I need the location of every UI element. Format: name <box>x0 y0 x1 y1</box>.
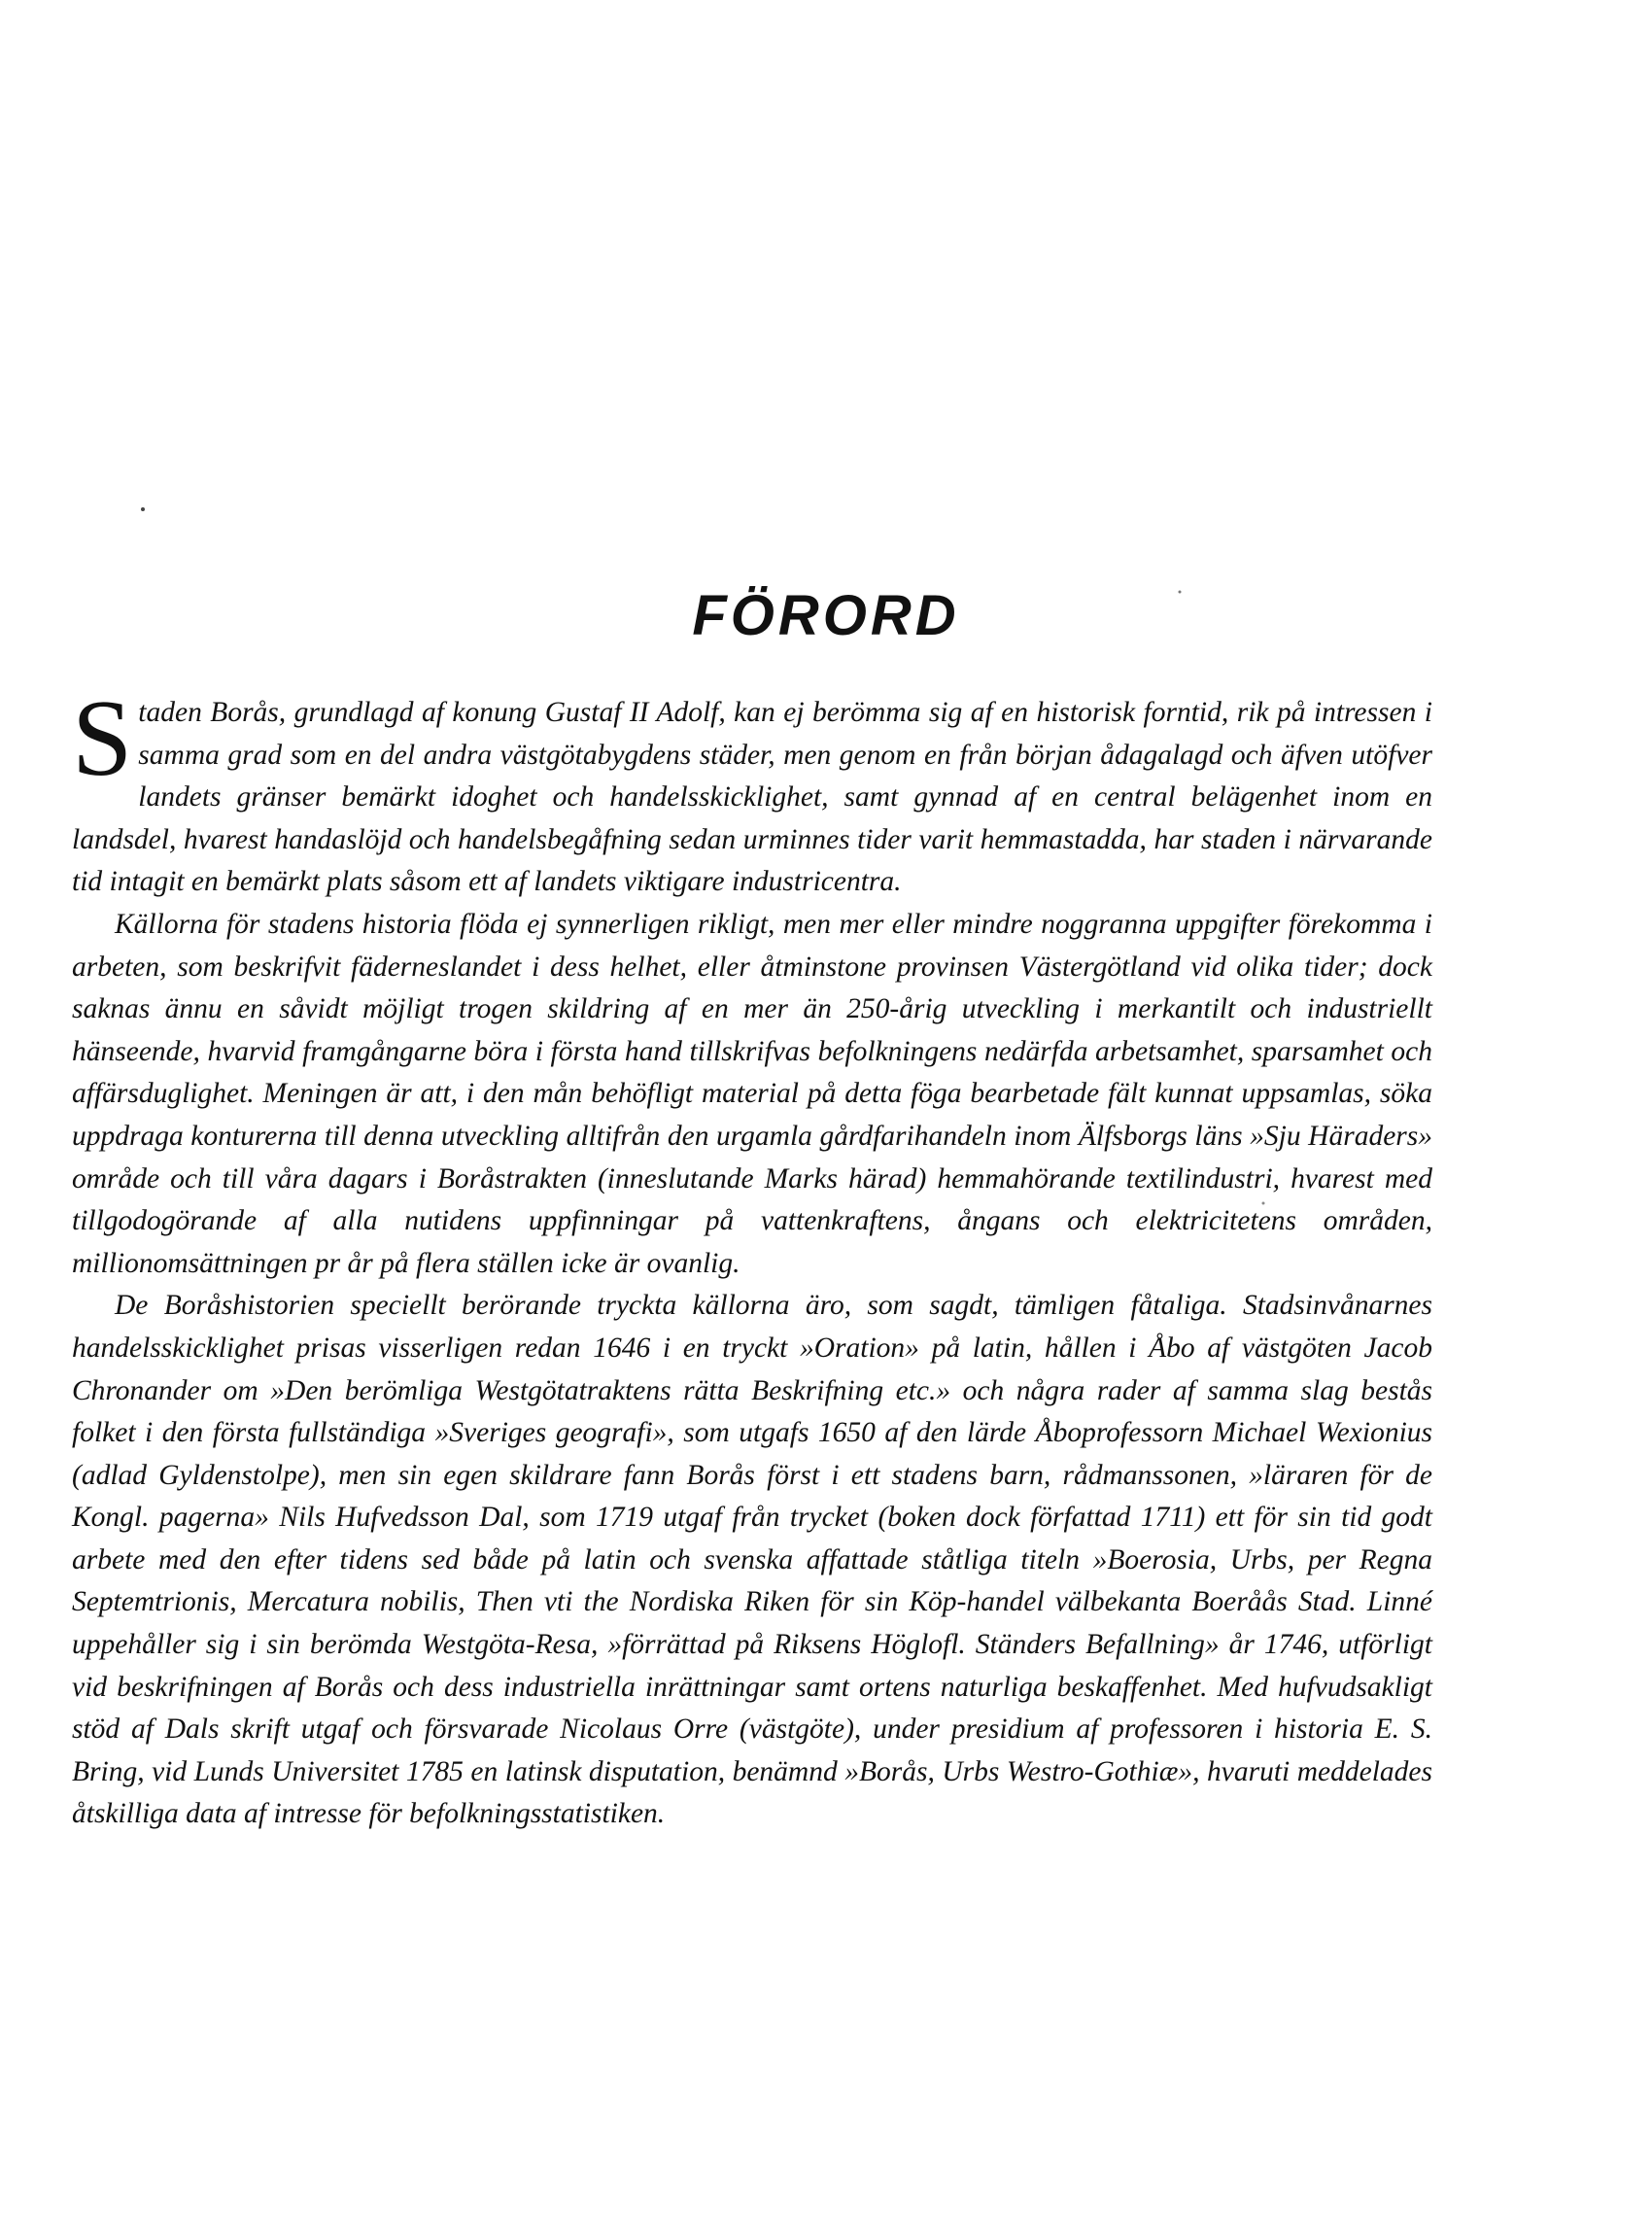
paragraph-1 <box>72 678 1432 904</box>
speck-left <box>141 507 145 511</box>
drop-cap: S <box>72 678 133 799</box>
page-title: FÖRORD <box>692 584 960 647</box>
paragraph-2: Källorna för stadens historia flöda ej synnerligen rikligt, men mer eller mindre noggranna uppgifter förekomma i arbeten, som beskrifvit fäderneslandet i dess helhet, eller åtminstone provinsen Västergötland vid olika tider; dock saknas ännu en såvidt möjligt trogen skildring af en mer än 250-årig utveckling i merkantilt och industriellt hänseende, hvarvid framgångarne böra i första hand tillskrifvas befolkningens nedärfda arbetsamhet, sparsamhet och affärsduglighet. Meningen är att, i den mån behöfligt material på detta föga bearbetade fält kunnat uppsamlas, söka uppdraga konturerna till denna utveckling alltifrån den urgamla gårdfarihandeln inom Älfsborgs läns »Sju Häraders» område och till våra dagars i Boråstrakten (inneslutande Marks härad) hemmahörande textilindustri, hvarest med tillgodogörande af alla nutidens uppfinningar på vattenkraftens, ångans och elektricitetens områden, millionomsättningen pr år på flera ställen icke är ovanlig. <box>72 908 1432 1279</box>
paragraph-3: De Boråshistorien speciellt berörande tryckta källorna äro, som sagdt, tämligen fåtaliga. Stadsinvånarnes handelsskicklighet prisas visserligen redan 1646 i en tryckt »Oration» på latin, hållen i Åbo af västgöten Jacob Chronander om »Den berömliga Westgötatraktens rätta Beskrifning etc.» och några rader af samma slag bestås folket i den första fullständiga »Sveriges geografi», som utgafs 1650 af den lärde Åboprofessorn Michael Wexionius (adlad Gyldenstolpe), men sin egen skildrare fann Borås först i ett stadens barn, rådmanssonen, »läraren för de Kongl. pagerna» Nils Hufvedsson Dal, som 1719 utgaf från trycket (boken dock författad 1711) ett för sin tid godt arbete med den efter tidens sed både på latin och svenska affattade ståtliga titeln »Boerosia, Urbs, per Regna Septemtrionis, Mercatura nobilis, Then vti the Nordiska Riken för sin Köp-handel välbekanta Boeråås Stad. Linné uppehåller sig i sin berömda Westgöta-Resa, »förrättad på Riksens Höglofl. Ständers Befallning» år 1746, utförligt vid beskrifningen af Borås och dess industriella inrättningar samt ortens naturliga beskaffenhet. Med hufvudsakligt stöd af Dals skrift utgaf och försvarade Nicolaus Orre (västgöte), under presidium af professoren i historia E. S. Bring, vid Lunds Universitet 1785 en latinsk disputation, benämnd »Borås, Urbs Westro-Gothiæ», hvaruti meddelades åtskilliga data af intresse för befolkningsstatistiken. <box>72 1290 1432 1830</box>
body-text <box>72 678 1432 1836</box>
paragraph-1-text: taden Borås, grundlagd af konung Gustaf II Adolf, kan ej berömma sig af en historisk forntid, rik på intressen i samma grad som en del andra västgötabygdens städer, men genom en från början ådagalagd och äfven utöfver landets gränser bemärkt idoghet och handelsskicklighet, samt gynnad af en central belägenhet inom en landsdel, hvarest handaslöjd och handelsbegåfning sedan urminnes tider varit hemmastadda, har staden i närvarande tid intagit en bemärkt plats såsom ett af landets viktigare industricentra. <box>72 697 1432 898</box>
